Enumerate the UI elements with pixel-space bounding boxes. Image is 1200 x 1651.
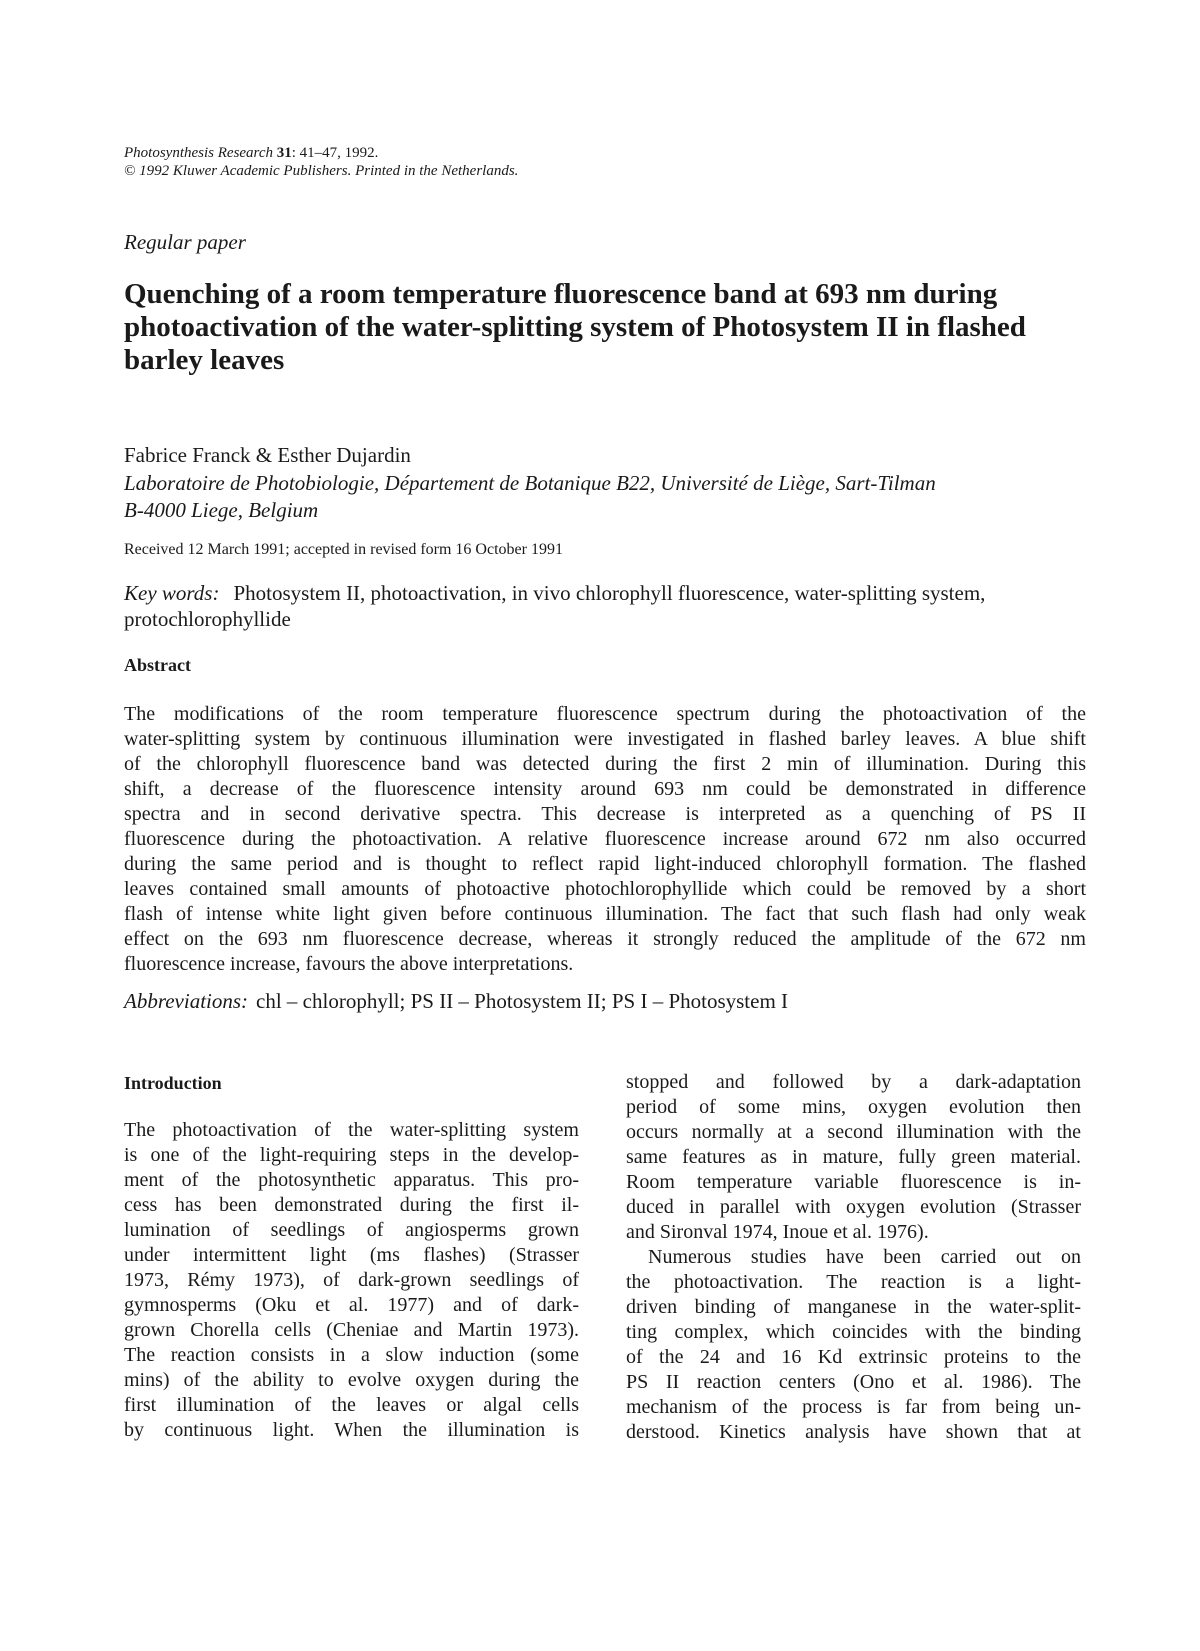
abstract-line: of the chlorophyll fluorescence band was detected during the first 2 min of illumination. During this (124, 753, 1086, 775)
abstract-line: fluorescence during the photoactivation. A relative fluorescence increase around 672 nm also occurred (124, 828, 1086, 850)
intro-line: under intermittent light (ms flashes) (Strasser (124, 1244, 579, 1266)
keywords-label: Key words: (124, 581, 220, 605)
affiliation (124, 470, 1124, 524)
intro-line: derstood. Kinetics analysis have shown that at (626, 1421, 1081, 1443)
intro-line: first illumination of the leaves or algal cells (124, 1394, 579, 1416)
intro-line: The photoactivation of the water-splitting system (124, 1119, 579, 1141)
journal-copyright: © 1992 Kluwer Academic Publishers. Printed in the Netherlands. (124, 163, 519, 179)
intro-line: cess has been demonstrated during the first il- (124, 1194, 579, 1216)
intro-line: mins) of the ability to evolve oxygen during the (124, 1369, 579, 1391)
affiliation-line: B-4000 Liege, Belgium (124, 498, 319, 522)
abstract-body (124, 702, 1086, 977)
keywords-line (124, 580, 1084, 606)
title-line: photoactivation of the water-splitting system of Photosystem II in flashed (124, 311, 1026, 343)
intro-line: gymnosperms (Oku et al. 1977) and of dark- (124, 1294, 579, 1316)
abbreviations (124, 988, 788, 1014)
intro-line: period of some mins, oxygen evolution then (626, 1096, 1081, 1118)
intro-line: 1973, Rémy 1973), of dark-grown seedlings of (124, 1269, 579, 1291)
title-line: Quenching of a room temperature fluorescence band at 693 nm during (124, 278, 998, 310)
abstract-heading: Abstract (124, 655, 191, 675)
received-dates: Received 12 March 1991; accepted in revised form 16 October 1991 (124, 541, 563, 558)
abstract-line: flash of intense white light given before continuous illumination. The fact that such flash had only weak (124, 903, 1086, 925)
journal-pages: : 41–47, 1992. (291, 145, 379, 161)
intro-line: by continuous light. When the illumination is (124, 1419, 579, 1441)
intro-line: The reaction consists in a slow induction (some (124, 1344, 579, 1366)
journal-volume: 31 (276, 145, 292, 161)
intro-line: mechanism of the process is far from being un- (626, 1396, 1081, 1418)
intro-line: of the 24 and 16 Kd extrinsic proteins to the (626, 1346, 1081, 1368)
intro-right-column (626, 1070, 1081, 1445)
journal-citation (124, 144, 824, 162)
intro-line: same features as in mature, fully green material. (626, 1146, 1081, 1168)
title-line: barley leaves (124, 344, 285, 376)
abstract-line: shift, a decrease of the fluorescence intensity around 693 nm could be demonstrated in difference (124, 778, 1086, 800)
keywords-line: protochlorophyllide (124, 607, 291, 631)
intro-line: grown Chorella cells (Cheniae and Martin 1973). (124, 1319, 579, 1341)
intro-left-column (124, 1118, 579, 1443)
intro-line: is one of the light-requiring steps in the develop- (124, 1144, 579, 1166)
journal-header (124, 144, 824, 180)
abstract-line: spectra and in second derivative spectra. This decrease is interpreted as a quenching of PS II (124, 803, 1086, 825)
intro-line: stopped and followed by a dark-adaptation (626, 1071, 1081, 1093)
keywords (124, 580, 1084, 632)
abstract-line: water-splitting system by continuous illumination were investigated in flashed barley leaves. A blue shift (124, 728, 1086, 750)
paper-type: Regular paper (124, 230, 246, 254)
abbreviations-text: chl – chlorophyll; PS II – Photosystem II; PS I – Photosystem I (256, 989, 789, 1013)
intro-line: lumination of seedlings of angiosperms grown (124, 1219, 579, 1241)
abbreviations-label: Abbreviations: (124, 989, 249, 1013)
abstract-line: effect on the 693 nm fluorescence decrease, whereas it strongly reduced the amplitude of the 672 nm (124, 928, 1086, 950)
intro-line: duced in parallel with oxygen evolution (Strasser (626, 1196, 1081, 1218)
introduction-heading: Introduction (124, 1073, 222, 1093)
intro-line: Numerous studies have been carried out on (648, 1246, 1081, 1268)
abstract-line: fluorescence increase, favours the above interpretations. (124, 953, 574, 975)
paper-title (124, 278, 1084, 377)
keywords-text: Photosystem II, photoactivation, in vivo chlorophyll fluorescence, water-splitting system, (233, 581, 986, 605)
abstract-line: The modifications of the room temperature fluorescence spectrum during the photoactivation of the (124, 703, 1086, 725)
authors: Fabrice Franck & Esther Dujardin (124, 443, 411, 467)
intro-line: occurs normally at a second illumination with the (626, 1121, 1081, 1143)
intro-line: Room temperature variable fluorescence is in- (626, 1171, 1081, 1193)
abstract-line: leaves contained small amounts of photoactive photochlorophyllide which could be removed by a short (124, 878, 1086, 900)
intro-line: ting complex, which coincides with the binding (626, 1321, 1081, 1343)
abstract-line: during the same period and is thought to reflect rapid light-induced chlorophyll formation. The flashed (124, 853, 1086, 875)
affiliation-line: Laboratoire de Photobiologie, Département de Botanique B22, Université de Liège, Sart-Tilman (124, 471, 936, 495)
intro-line: and Sironval 1974, Inoue et al. 1976). (626, 1221, 929, 1243)
journal-name: Photosynthesis Research (124, 145, 273, 161)
intro-line: ment of the photosynthetic apparatus. This pro- (124, 1169, 579, 1191)
intro-line: PS II reaction centers (Ono et al. 1986). The (626, 1371, 1081, 1393)
intro-line: driven binding of manganese in the water-split- (626, 1296, 1081, 1318)
intro-line: the photoactivation. The reaction is a light- (626, 1271, 1081, 1293)
